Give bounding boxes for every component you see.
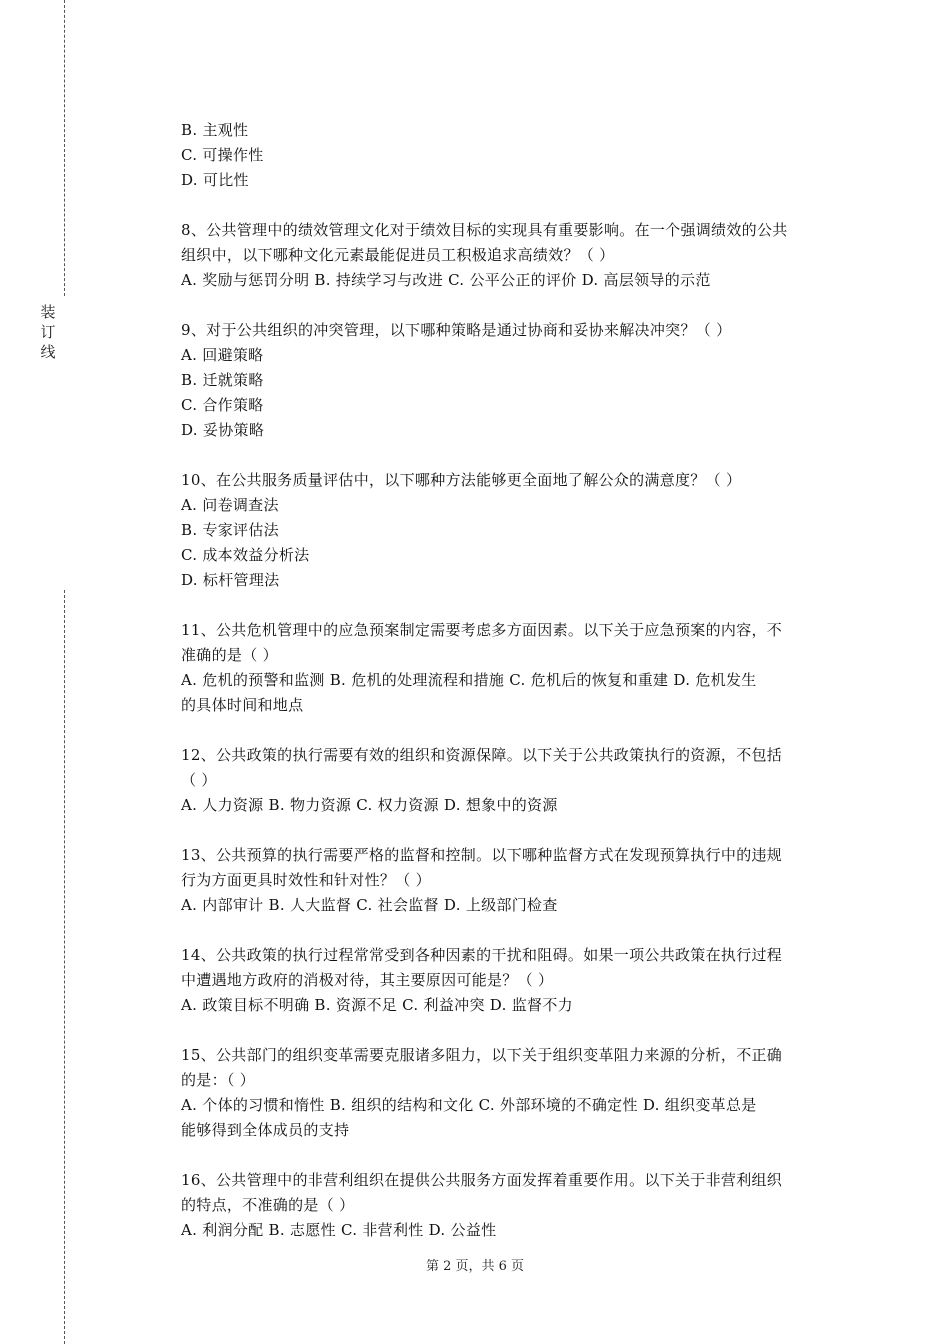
question-10 bbox=[181, 468, 841, 593]
question-12 bbox=[181, 743, 841, 818]
question-text: 行为方面更具时效性和针对性？（ ） bbox=[181, 871, 431, 889]
question-text: 13、公共预算的执行需要严格的监督和控制。以下哪种监督方式在发现预算执行中的违规 bbox=[181, 846, 783, 864]
binding-line-top bbox=[64, 0, 65, 296]
option: C. 合作策略 bbox=[181, 396, 264, 414]
question-text: 组织中，以下哪种文化元素最能促进员工积极追求高绩效？（ ） bbox=[181, 246, 615, 264]
question-15 bbox=[181, 1043, 841, 1143]
binding-char: 订 bbox=[40, 323, 56, 341]
option-line: A. 内部审计 B. 人大监督 C. 社会监督 D. 上级部门检查 bbox=[181, 896, 558, 914]
question-text: 12、公共政策的执行需要有效的组织和资源保障。以下关于公共政策执行的资源，不包括 bbox=[181, 746, 783, 764]
question-8 bbox=[181, 218, 841, 293]
option-line: 能够得到全体成员的支持 bbox=[181, 1121, 350, 1139]
option: D. 可比性 bbox=[181, 171, 249, 189]
question-text: 11、公共危机管理中的应急预案制定需要考虑多方面因素。以下关于应急预案的内容，不 bbox=[181, 621, 783, 639]
question-9 bbox=[181, 318, 841, 443]
option: C. 可操作性 bbox=[181, 146, 264, 164]
option: B. 主观性 bbox=[181, 121, 249, 139]
question-text: 10、在公共服务质量评估中，以下哪种方法能够更全面地了解公众的满意度？（ ） bbox=[181, 471, 742, 489]
option: C. 成本效益分析法 bbox=[181, 546, 310, 564]
option: B. 专家评估法 bbox=[181, 521, 279, 539]
option-line: 的具体时间和地点 bbox=[181, 696, 304, 714]
option: A. 问卷调查法 bbox=[181, 496, 279, 514]
binding-char: 线 bbox=[40, 343, 56, 361]
question-text: 16、公共管理中的非营利组织在提供公共服务方面发挥着重要作用。以下关于非营利组织 bbox=[181, 1171, 783, 1189]
option: A. 回避策略 bbox=[181, 346, 264, 364]
question-text: 中遭遇地方政府的消极对待，其主要原因可能是？（ ） bbox=[181, 971, 554, 989]
page-footer: 第 2 页，共 6 页 bbox=[425, 1259, 525, 1274]
binding-line-bottom bbox=[64, 590, 65, 1344]
option: D. 妥协策略 bbox=[181, 421, 265, 439]
option-line: A. 奖励与惩罚分明 B. 持续学习与改进 C. 公平公正的评价 D. 高层领导的示范 bbox=[181, 271, 711, 289]
option-line: A. 个体的习惯和惰性 B. 组织的结构和文化 C. 外部环境的不确定性 D. 组织变革总是 bbox=[181, 1096, 757, 1114]
question-text: 的特点，不准确的是（ ） bbox=[181, 1196, 355, 1214]
binding-line-label bbox=[38, 302, 58, 362]
binding-char: 装 bbox=[40, 303, 56, 321]
question-16 bbox=[181, 1168, 841, 1243]
question-13 bbox=[181, 843, 841, 918]
option-line: A. 政策目标不明确 B. 资源不足 C. 利益冲突 D. 监督不力 bbox=[181, 996, 573, 1014]
question-text: 9、对于公共组织的冲突管理，以下哪种策略是通过协商和妥协来解决冲突？（ ） bbox=[181, 321, 732, 339]
question-list bbox=[181, 118, 841, 1243]
question-text: 15、公共部门的组织变革需要克服诸多阻力，以下关于组织变革阻力来源的分析，不正确 bbox=[181, 1046, 783, 1064]
option: D. 标杆管理法 bbox=[181, 571, 280, 589]
option: B. 迁就策略 bbox=[181, 371, 264, 389]
question-text: 的是：（ ） bbox=[181, 1071, 256, 1089]
question-14 bbox=[181, 943, 841, 1018]
question-text: （ ） bbox=[181, 771, 217, 789]
question-text: 准确的是（ ） bbox=[181, 646, 278, 664]
question-11 bbox=[181, 618, 841, 718]
question-7-options bbox=[181, 118, 841, 193]
option-line: A. 利润分配 B. 志愿性 C. 非营利性 D. 公益性 bbox=[181, 1221, 497, 1239]
option-line: A. 人力资源 B. 物力资源 C. 权力资源 D. 想象中的资源 bbox=[181, 796, 558, 814]
question-text: 8、公共管理中的绩效管理文化对于绩效目标的实现具有重要影响。在一个强调绩效的公共 bbox=[181, 221, 788, 239]
question-text: 14、公共政策的执行过程常常受到各种因素的干扰和阻碍。如果一项公共政策在执行过程 bbox=[181, 946, 783, 964]
option-line: A. 危机的预警和监测 B. 危机的处理流程和措施 C. 危机后的恢复和重建 D. 危机发生 bbox=[181, 671, 757, 689]
